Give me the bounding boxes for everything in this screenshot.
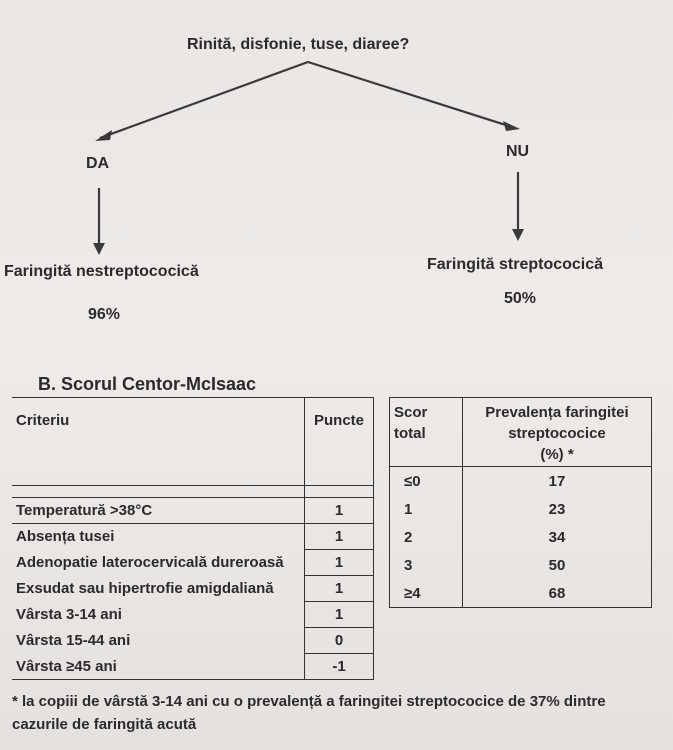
header-prevalence [463, 398, 652, 467]
table-spacer-row [12, 486, 374, 498]
score-cell: ≥4 [390, 579, 463, 608]
table-row [390, 579, 652, 608]
score-cell: ≤0 [390, 467, 463, 496]
yes-label: DA [86, 155, 110, 172]
no-percent: 50% [504, 290, 537, 307]
spacer-cell [12, 486, 305, 498]
table-row [12, 654, 374, 680]
points-cell: -1 [305, 654, 374, 680]
header-scor-total [390, 398, 463, 467]
points-cell: 1 [305, 498, 374, 524]
prevalence-cell: 50 [463, 551, 652, 579]
score-cell: 2 [390, 523, 463, 551]
prevalence-cell: 68 [463, 579, 652, 608]
yes-percent: 96% [88, 306, 121, 323]
header-total-line: total [394, 425, 426, 442]
no-down-arrowhead [512, 229, 524, 241]
table-row [12, 550, 374, 576]
footnote: * la copiii de vârstă 3-14 ani cu o prevalență a faringitei streptococice de 37% dintre cazurile de faringită acută [12, 693, 606, 733]
prevalence-cell: 23 [463, 495, 652, 523]
criterion-cell: Vârsta 15-44 ani [12, 628, 305, 654]
yes-result: Faringită nestreptococică [4, 263, 199, 280]
flowchart-question: Rinită, disfonie, tuse, diaree? [187, 36, 410, 53]
table-row [12, 628, 374, 654]
table-row [12, 524, 374, 550]
branch-lines [100, 62, 515, 138]
criterion-cell: Vârsta 3-14 ani [12, 602, 305, 628]
table-row [12, 602, 374, 628]
table-row [390, 495, 652, 523]
header-scor-line: Scor [394, 404, 428, 421]
header-prevalence-line1: Prevalența faringitei [485, 404, 629, 421]
yes-down-arrowhead [93, 243, 105, 255]
no-label: NU [506, 143, 530, 160]
points-cell: 1 [305, 576, 374, 602]
table-row [12, 498, 374, 524]
criterion-cell: Temperatură >38°C [12, 498, 305, 524]
criterion-cell: Vârsta ≥45 ani [12, 654, 305, 680]
points-cell: 0 [305, 628, 374, 654]
score-cell: 1 [390, 495, 463, 523]
criterion-cell: Absența tusei [12, 524, 305, 550]
table-row [390, 467, 652, 496]
header-prevalence-line2: streptococice [508, 425, 606, 442]
points-cell: 1 [305, 550, 374, 576]
table-header-row [390, 398, 652, 467]
section-title: B. Scorul Centor-McIsaac [38, 374, 257, 394]
no-result: Faringită streptococică [427, 256, 604, 273]
points-cell: 1 [305, 602, 374, 628]
header-prevalence-line3: (%) * [540, 446, 574, 463]
table-row [12, 576, 374, 602]
spacer-cell [305, 486, 374, 498]
criterion-cell: Exsudat sau hipertrofie amigdaliană [12, 576, 305, 602]
table-row [390, 551, 652, 579]
no-branch-arrowhead [503, 121, 520, 131]
points-cell: 1 [305, 524, 374, 550]
prevalence-table [389, 397, 652, 608]
header-puncte: Puncte [305, 398, 374, 486]
prevalence-cell: 17 [463, 467, 652, 496]
table-row [390, 523, 652, 551]
table-header-row [12, 398, 374, 486]
prevalence-cell: 34 [463, 523, 652, 551]
score-cell: 3 [390, 551, 463, 579]
header-criteriu: Criteriu [12, 398, 305, 486]
yes-branch-arrowhead [95, 130, 112, 141]
criterion-cell: Adenopatie laterocervicală dureroasă [12, 550, 305, 576]
centor-criteria-table [12, 397, 374, 680]
